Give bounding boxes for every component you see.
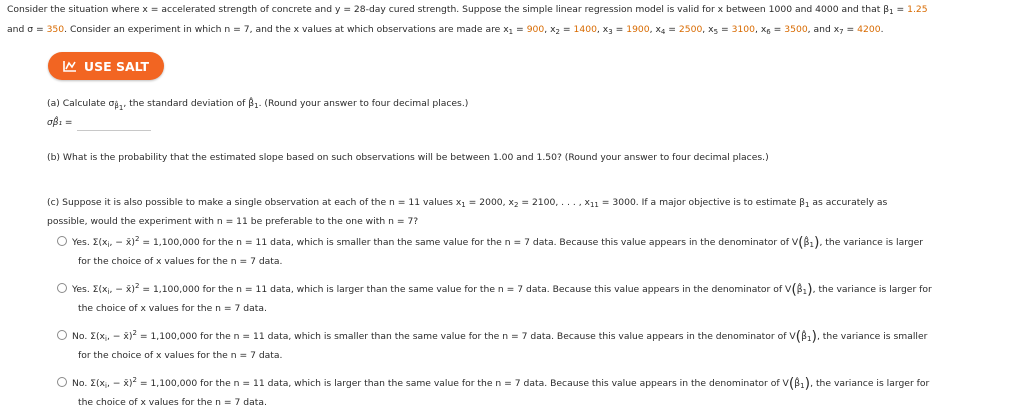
opt1-mid: , − x̄) [109,237,135,248]
option-radio-3[interactable] [57,330,67,340]
part-c-question-line1 [47,197,887,208]
beta-eq: = [893,4,908,15]
part-a-beta-sub-2: 1 [254,102,259,110]
opt4-text: = 1,100,000 for the n = 11 data, which is larger than the same value for the n = 7 data. Because this value appears in the denominator of V [136,378,789,389]
option-1-text[interactable]: Yes. $\Sigma(x_i$, − x̄)$^2$ = 1,100,000 for the n = 11 data, which is smaller than the same value for the n = 7 data. Because this value appears in the denominator of $V(\betâ_1)$, the variance is larger [72,235,924,251]
x-value: 2500 [678,24,703,35]
opt2-mid: , − x̄) [109,284,135,295]
part-c-c: = 2100, . . . , x [518,197,590,208]
opt1-sub: i [107,241,110,249]
part-b-question: (b) What is the probability that the estimated slope based on such observations will be between 1.00 and 1.50? (Round your answer to four decimal places.) [47,152,769,163]
x-subscript: 1 [508,28,514,36]
x2-sub: 2 [513,201,519,209]
x-eq: = [612,24,627,35]
option-radio-4[interactable] [57,377,67,387]
option-2-continuation: the choice of x values for the n = 7 data. [78,303,267,314]
sigma-value: 350 [46,24,65,35]
x-separator: , x [754,24,767,35]
option-3-continuation: for the choice of x values for the n = 7 data. [78,350,283,361]
opt2-sub: i [107,288,110,296]
opt4-sub: i [105,382,107,390]
opt2-paren2: ) [807,282,813,298]
x-end: . [880,24,884,35]
option-4-text[interactable]: No. $\Sigma(x_i$, − x̄)$^2$ = 1,100,000 for the n = 11 data, which is larger than the same value for the n = 7 data. Because this value appears in the denominator of $V(\betâ_1)$, the variance is larger for [72,376,930,392]
opt3-mid: , − x̄) [106,331,133,342]
part-c-b: = 2000, x [465,197,514,208]
opt2-text: = 1,100,000 for the n = 11 data, which is larger than the same value for the n = 7 data. Because this value appears in the denominator of V [139,284,792,295]
x-subscript: 7 [839,28,844,36]
part-a-end: . (Round your answer to four decimal places.) [258,98,469,109]
opt2-prefix: Yes. Σ(x [72,284,108,295]
opt3-sq: 2 [132,329,137,337]
opt4-sq: 2 [132,376,137,384]
x-separator: , x [649,24,661,35]
option-2-text[interactable]: Yes. $\Sigma(x_i$, − x̄)$^2$ = 1,100,000 for the n = 11 data, which is larger than the same value for the n = 7 data. Because this value appears in the denominator of $V(\betâ_1)$, the variance is larger for [72,282,932,298]
beta1-value: 1.25 [907,4,928,15]
x-separator: , and x [807,24,840,35]
x-value: 1900 [626,24,650,35]
opt4-mid: , − x̄) [106,378,133,389]
opt3-paren: ( [795,329,802,345]
opt2-sq: 2 [134,282,140,290]
x-separator: , x [596,24,609,35]
x-subscript: 3 [608,28,613,36]
part-c-d: = 3000. If a major objective is to estimate β [598,197,806,208]
x-value: 4200 [857,24,881,35]
opt1-paren: ( [798,235,804,251]
part-a-beta-sub: β̂1 [114,102,124,112]
opt4-prefix: No. Σ(x [72,378,105,389]
x-subscript: 4 [660,28,666,36]
part-c-e: as accurately as [809,197,888,208]
x-separator: , x [702,24,714,35]
opt2-paren: ( [791,282,797,298]
intro-line-2 [7,24,883,35]
part-c-question-line2: possible, would the experiment with n = 11 be preferable to the one with n = 7? [47,216,419,227]
opt1-text: = 1,100,000 for the n = 11 data, which is smaller than the same value for the n = 7 data. Because this value appears in the denominator of V [139,237,799,248]
opt4-paren2: ) [804,376,811,392]
option-radio-1[interactable] [57,236,67,246]
salt-chart-icon [63,60,77,72]
option-radio-2[interactable] [57,283,67,293]
option-1-continuation: for the choice of x values for the n = 7 data. [78,256,283,267]
opt1-paren2: ) [813,235,820,251]
x-value: 1400 [573,24,597,35]
intro-text: Consider the situation where x = accelerated strength of concrete and y = 28-day cured strength. Suppose the simple linear regression model is valid for x between 1000 and 4000 and that β [7,4,890,15]
use-salt-label: USE SALT [83,58,150,74]
part-a-suffix: , the standard deviation of β̂ [123,98,255,109]
x11-sub: 11 [589,201,599,209]
opt2-end: , the variance is larger for [812,284,932,295]
part-c-a: (c) Suppose it is also possible to make a single observation at each of the n = 11 values x [47,197,462,208]
x-eq: = [559,24,574,35]
x-subscript: 2 [555,28,560,36]
x-value: 900 [526,24,545,35]
x-value: 3500 [784,24,808,35]
beta1-sub-c: 1 [805,201,810,209]
option-4-continuation: the choice of x values for the n = 7 data. [78,397,267,408]
use-salt-button[interactable] [48,52,164,80]
answer-a-label: σβ̂₁ = [47,118,73,128]
sigma-text: and σ = [7,24,47,35]
opt4-end: , the variance is larger for [810,378,930,389]
option-3-text[interactable]: No. $\Sigma(x_i$, − x̄)$^2$ = 1,100,000 for the n = 11 data, which is smaller than the same value for the n = 7 data. Because this value appears in the denominator of $V(\betâ_1)$, the variance is smaller [72,329,928,345]
x-value: 3100 [731,24,755,35]
opt4-paren: ( [788,376,795,392]
x1-sub: 1 [461,201,466,209]
beta-subscript: 1 [889,8,894,16]
opt3-sub: i [105,335,107,343]
opt1-sq: 2 [134,235,140,243]
x-separator: , x [544,24,556,35]
opt3-paren2: ) [811,329,817,345]
experiment-text: . Consider an experiment in which n = 7, and the x values at which observations are made are x [64,24,509,35]
x-eq: = [718,24,732,35]
x-subscript: 5 [713,28,719,36]
opt1-prefix: Yes. Σ(x [72,237,108,248]
opt1-end: , the variance is larger [819,237,924,248]
opt3-text: = 1,100,000 for the n = 11 data, which is smaller than the same value for the n = 7 data. Because this value appears in the denominator of V [136,331,796,342]
x-subscript: 6 [766,28,771,36]
x-eq: = [843,24,858,35]
part-a-prefix: (a) Calculate σ [47,98,115,109]
part-a-question [47,98,469,112]
answer-a-input[interactable] [77,117,151,131]
x-eq: = [665,24,679,35]
opt3-prefix: No. Σ(x [72,331,105,342]
opt3-end: , the variance is smaller [816,331,928,342]
intro-line-1 [7,4,928,15]
x-values-list [509,24,884,35]
x-eq: = [770,24,785,35]
x-eq: = [513,24,527,35]
